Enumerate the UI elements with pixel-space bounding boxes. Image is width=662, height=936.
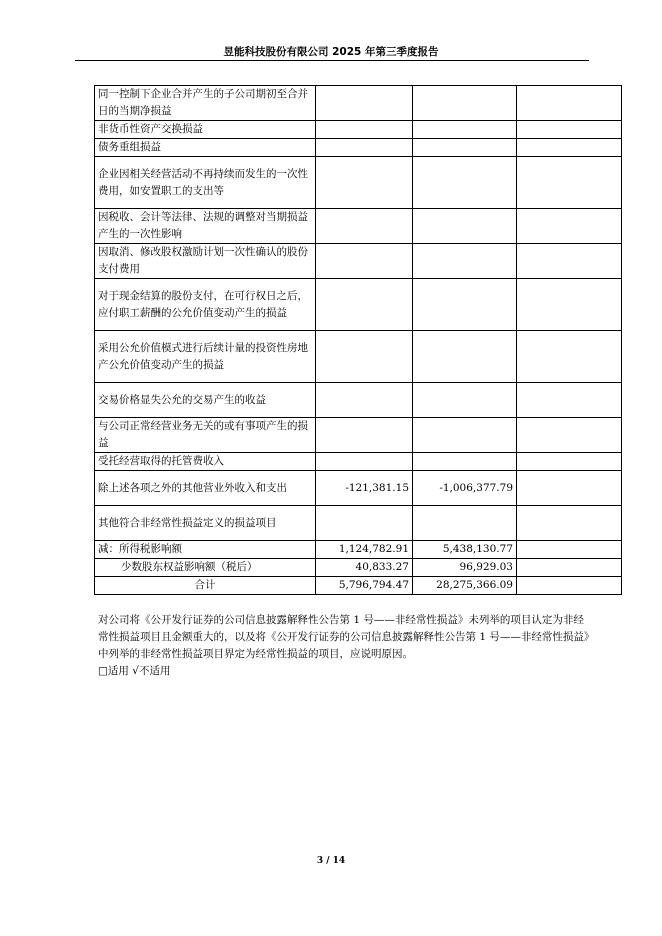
ytd-value	[413, 157, 517, 209]
page-number: 3 / 14	[316, 856, 346, 866]
non-recurring-items-table	[94, 85, 622, 595]
remark	[517, 453, 622, 471]
remark	[517, 139, 622, 157]
current-period-value	[316, 383, 413, 418]
item-label: 因税收、会计等法律、法规的调整对当期损益产生的一次性影响	[95, 209, 316, 244]
remark	[517, 121, 622, 139]
ytd-value	[413, 121, 517, 139]
table-row	[95, 86, 622, 121]
remark	[517, 331, 622, 383]
item-label: 除上述各项之外的其他营业外收入和支出	[95, 471, 316, 506]
table-row	[95, 121, 622, 139]
current-period-value	[316, 279, 413, 331]
ytd-value	[413, 279, 517, 331]
table-row	[95, 279, 622, 331]
ytd-value: 96,929.03	[413, 559, 517, 577]
ytd-value	[413, 383, 517, 418]
current-period-value	[316, 139, 413, 157]
remark	[517, 506, 622, 541]
current-period-value: 40,833.27	[316, 559, 413, 577]
table-row	[95, 139, 622, 157]
ytd-value	[413, 453, 517, 471]
item-label: 受托经营取得的托管费收入	[95, 453, 316, 471]
table-row	[95, 331, 622, 383]
current-period-value	[316, 453, 413, 471]
disclosure-note	[98, 612, 592, 680]
ytd-value: 28,275,366.09	[413, 577, 517, 595]
header-divider	[75, 60, 589, 61]
remark	[517, 279, 622, 331]
remark	[517, 157, 622, 209]
item-label: 采用公允价值模式进行后续计量的投资性房地产公允价值变动产生的损益	[95, 331, 316, 383]
ytd-value: 5,438,130.77	[413, 541, 517, 559]
item-label: 少数股东权益影响额（税后）	[95, 559, 316, 577]
remark	[517, 244, 622, 279]
table-row	[95, 244, 622, 279]
table-row-total	[95, 577, 622, 595]
table-row	[95, 383, 622, 418]
item-label: 因取消、修改股权激励计划一次性确认的股份支付费用	[95, 244, 316, 279]
item-label: 其他符合非经常性损益定义的损益项目	[95, 506, 316, 541]
ytd-value	[413, 331, 517, 383]
current-period-value	[316, 331, 413, 383]
item-label: 合计	[95, 577, 316, 595]
remark	[517, 418, 622, 453]
current-period-value	[316, 86, 413, 121]
current-period-value: 5,796,794.47	[316, 577, 413, 595]
table-row	[95, 471, 622, 506]
report-header-title: 昱能科技股份有限公司 2025 年第三季度报告	[223, 46, 439, 58]
remark	[517, 577, 622, 595]
ytd-value	[413, 418, 517, 453]
current-period-value	[316, 209, 413, 244]
remark	[517, 471, 622, 506]
item-label: 减：所得税影响额	[95, 541, 316, 559]
remark	[517, 209, 622, 244]
current-period-value	[316, 121, 413, 139]
table-row	[95, 418, 622, 453]
ytd-value	[413, 209, 517, 244]
item-label: 债务重组损益	[95, 139, 316, 157]
current-period-value	[316, 244, 413, 279]
current-period-value: -121,381.15	[316, 471, 413, 506]
item-label: 同一控制下企业合并产生的子公司期初至合并日的当期净损益	[95, 86, 316, 121]
current-period-value	[316, 506, 413, 541]
current-period-value: 1,124,782.91	[316, 541, 413, 559]
remark	[517, 541, 622, 559]
ytd-value	[413, 244, 517, 279]
applicability-choice: □适用 √不适用	[98, 665, 171, 677]
item-label: 与公司正常经营业务无关的或有事项产生的损益	[95, 418, 316, 453]
table-row	[95, 559, 622, 577]
remark	[517, 559, 622, 577]
ytd-value	[413, 139, 517, 157]
item-label: 企业因相关经营活动不再持续而发生的一次性费用，如安置职工的支出等	[95, 157, 316, 209]
note-paragraph: 对公司将《公开发行证券的公司信息披露解释性公告第 1 号——非经常性损益》未列举的项目认定为非经常性损益项目且金额重大的，以及将《公开发行证券的公司信息披露解释性公告第 1 号——非经常性损益》中列举的非经常性损益项目界定为经常性损益的项目，应说明原因。	[98, 614, 590, 660]
table-row	[95, 209, 622, 244]
current-period-value	[316, 157, 413, 209]
remark	[517, 86, 622, 121]
table-row	[95, 506, 622, 541]
item-label: 交易价格显失公允的交易产生的收益	[95, 383, 316, 418]
table-row	[95, 453, 622, 471]
current-period-value	[316, 418, 413, 453]
remark	[517, 383, 622, 418]
table-row	[95, 541, 622, 559]
ytd-value	[413, 506, 517, 541]
table-row	[95, 157, 622, 209]
item-label: 对于现金结算的股份支付，在可行权日之后，应付职工薪酬的公允价值变动产生的损益	[95, 279, 316, 331]
item-label: 非货币性资产交换损益	[95, 121, 316, 139]
ytd-value: -1,006,377.79	[413, 471, 517, 506]
ytd-value	[413, 86, 517, 121]
